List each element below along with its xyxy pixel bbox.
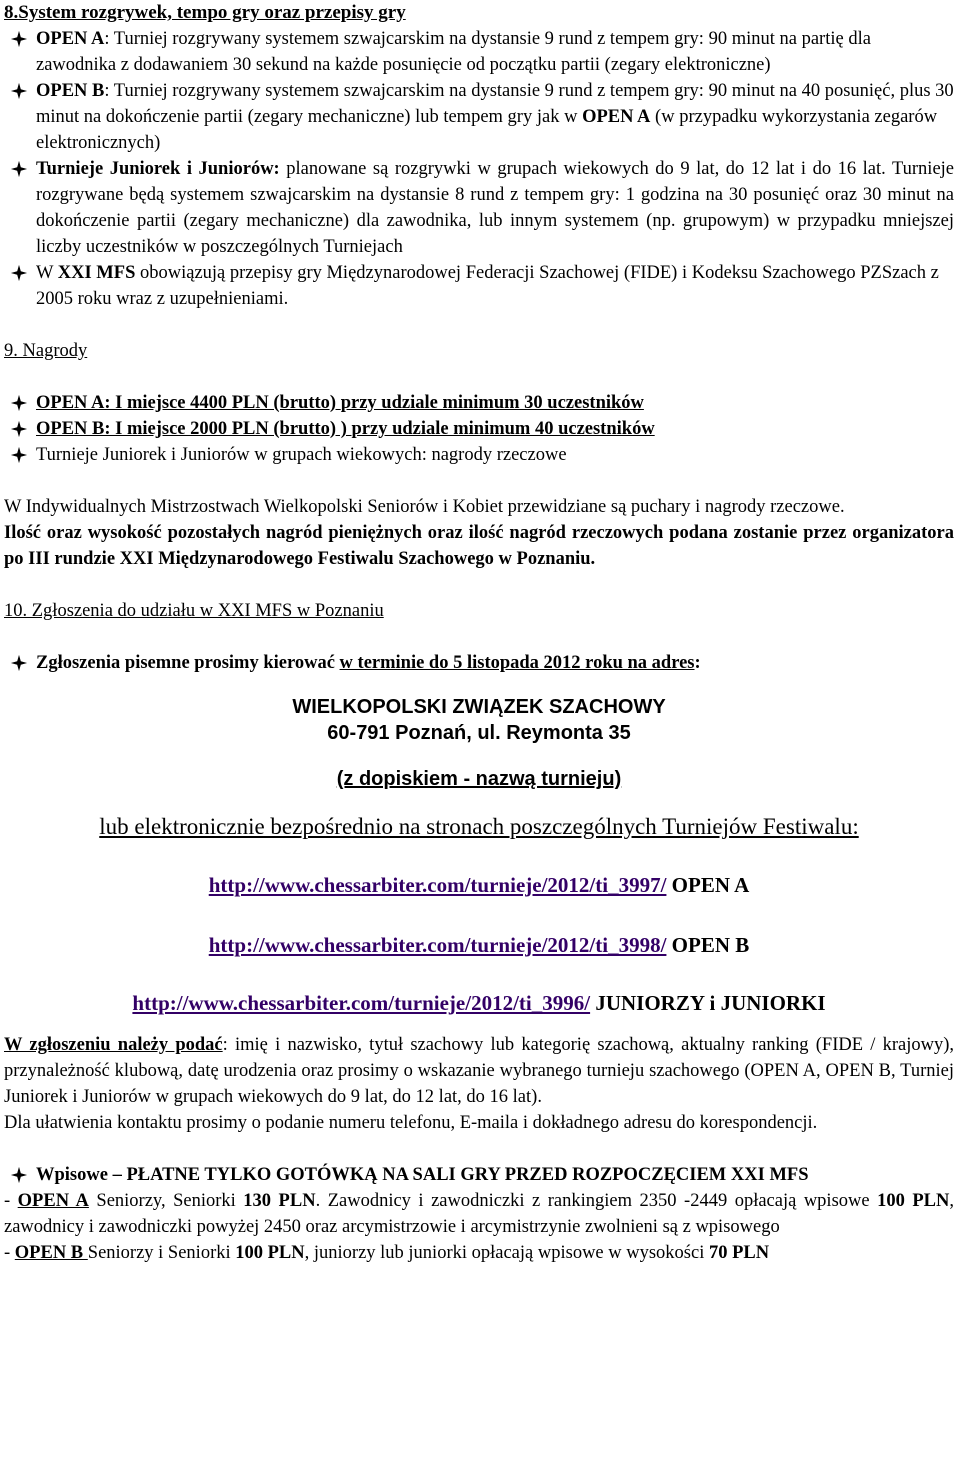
section-10-heading: 10. Zgłoszenia do udziału w XXI MFS w Poznaniu <box>4 601 384 621</box>
diamond-bullet-icon <box>10 30 28 48</box>
prize-item: OPEN A: I miejsce 4400 PLN (brutto) przy udziale minimum 30 uczestników <box>4 390 954 416</box>
online-registration-heading: lub elektronicznie bezpośrednio na stronach poszczególnych Turniejów Festiwalu: <box>99 814 859 839</box>
prize-paragraph-bold: Ilość oraz wysokość pozostałych nagród pieniężnych oraz ilość nagród rzeczowych podana zostanie przez organizatora po III rundzie XXI Międzynarodowego Festiwalu Szachowego w Poznaniu. <box>4 523 954 569</box>
diamond-bullet-icon <box>10 1166 28 1184</box>
list-item: W XXI MFS obowiązują przepisy gry Międzynarodowej Federacji Szachowej (FIDE) i Kodeksu Szachowego PZSzach z 2005 roku wraz z uzupełnieniami. <box>4 260 954 312</box>
tournament-link-row: http://www.chessarbiter.com/turnieje/2012/ti_3997/ OPEN A <box>208 873 750 897</box>
registration-info: W zgłoszeniu należy podać: imię i nazwisko, tytuł szachowy lub kategorię szachową, aktualny ranking (FIDE / krajowy), przynależność klubową, datę urodzenia oraz prosimy o wskazanie wybranego turnieju szachowego (OPEN A, OPEN B, Turniej Juniorek i Juniorów w grupach wiekowych do 9 lat, do 12 lat, do 16 lat). <box>4 1035 955 1107</box>
prize-item: OPEN B: I miejsce 2000 PLN (brutto) ) przy udziale minimum 40 uczestników <box>4 416 954 442</box>
tournament-link-juniors[interactable]: http://www.chessarbiter.com/turnieje/2012/ti_3996/ <box>132 991 591 1015</box>
diamond-bullet-icon <box>10 420 28 438</box>
registration-item: Zgłoszenia pisemne prosimy kierować w terminie do 5 listopada 2012 roku na adres: <box>4 650 954 676</box>
list-item: OPEN A: Turniej rozgrywany systemem szwajcarskim na dystansie 9 rund z tempem gry: 90 minut na partię dla zawodnika z dodawaniem 30 sekund na każde posunięcie od początku partii (zegary elektroniczne) <box>4 26 954 78</box>
address-note: (z dopiskiem - nazwą turnieju) <box>336 768 622 790</box>
prize-item: Turnieje Juniorek i Juniorów w grupach wiekowych: nagrody rzeczowe <box>4 442 954 468</box>
tournament-link-open-b[interactable]: http://www.chessarbiter.com/turnieje/2012/ti_3998/ <box>208 933 667 957</box>
fee-open-a: - OPEN A Seniorzy, Seniorki 130 PLN. Zawodnicy i zawodniczki z rankingiem 2350 -2449 opłacają wpisowe 100 PLN, zawodnicy i zawodniczki powyżej 2450 oraz arcymistrzowie i arcymistrzynie zwolnieni są z wpisowego <box>4 1191 954 1237</box>
diamond-bullet-icon <box>10 160 28 178</box>
section-8-heading: 8.System rozgrywek, tempo gry oraz przepisy gry <box>4 2 406 23</box>
fee-open-b: - OPEN B Seniorzy i Seniorki 100 PLN, juniorzy lub juniorki opłacają wpisowe w wysokości 70 PLN <box>4 1243 770 1263</box>
tournament-link-row: http://www.chessarbiter.com/turnieje/2012/ti_3998/ OPEN B <box>208 933 750 957</box>
list-item: OPEN B: Turniej rozgrywany systemem szwajcarskim na dystansie 9 rund z tempem gry: 90 minut na 40 posunięć, plus 30 minut na dokończenie partii (zegary mechaniczne) lub tempem gry jak w OPEN A (w przypadku wykorzystania zegarów elektronicznych) <box>4 78 954 156</box>
diamond-bullet-icon <box>10 82 28 100</box>
fee-heading: Wpisowe – PŁATNE TYLKO GOTÓWKĄ NA SALI GRY PRZED ROZPOCZĘCIEM XXI MFS <box>4 1162 954 1188</box>
tournament-link-row: http://www.chessarbiter.com/turnieje/2012/ti_3996/ JUNIORZY i JUNIORKI <box>132 991 826 1015</box>
diamond-bullet-icon <box>10 264 28 282</box>
diamond-bullet-icon <box>10 654 28 672</box>
diamond-bullet-icon <box>10 446 28 464</box>
address-line-2: 60-791 Poznań, ul. Reymonta 35 <box>327 722 631 744</box>
prize-paragraph: W Indywidualnych Mistrzostwach Wielkopolski Seniorów i Kobiet przewidziane są puchary i nagrody rzeczowe. <box>4 497 845 517</box>
tournament-link-open-a[interactable]: http://www.chessarbiter.com/turnieje/2012/ti_3997/ <box>208 873 667 897</box>
section-9-heading: 9. Nagrody <box>4 341 88 361</box>
address-line-1: WIELKOPOLSKI ZWIĄZEK SZACHOWY <box>292 696 666 718</box>
list-item: Turnieje Juniorek i Juniorów: planowane są rozgrywki w grupach wiekowych do 9 lat, do 12 lat i do 16 lat. Turnieje rozgrywane będą systemem szwajcarskim na dystansie 8 rund z tempem gry: 1 godzina na 30 posunięć oraz 30 minut na dokończenie partii (zegary mechaniczne) dla zawodnika, lub innym systemem (np. grupowym) w przypadku mniejszej liczby uczestników w poszczególnych Turniejach <box>4 156 954 260</box>
diamond-bullet-icon <box>10 394 28 412</box>
contact-info: Dla ułatwienia kontaktu prosimy o podanie numeru telefonu, E-maila i dokładnego adresu do korespondencji. <box>4 1113 818 1133</box>
